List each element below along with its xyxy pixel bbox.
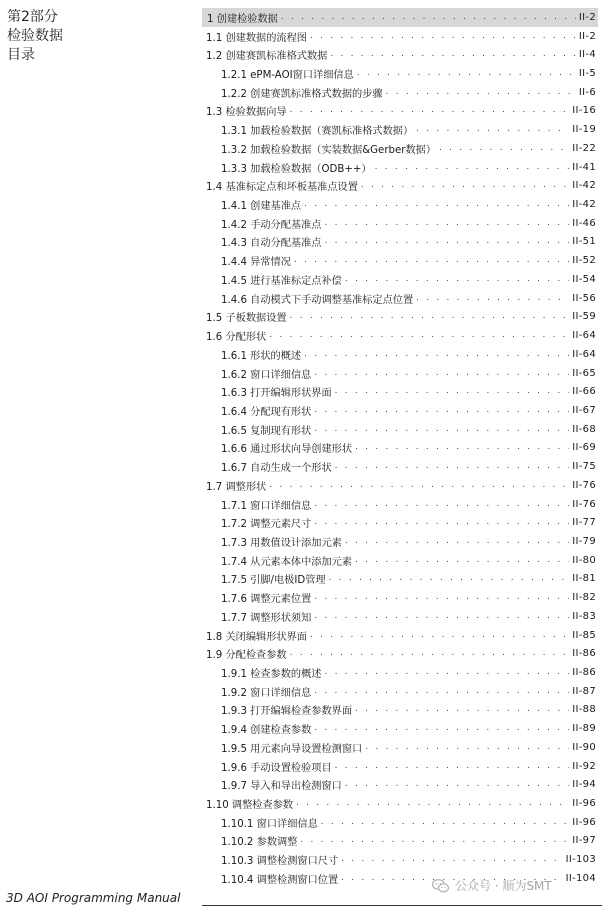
toc-entry-label: 1.10.1 窗口详细信息 [221, 818, 318, 830]
toc-entry[interactable] [202, 626, 598, 645]
toc-dot-leader [294, 256, 569, 265]
toc-entry-page: II-66 [572, 386, 596, 398]
toc-entry[interactable] [202, 345, 598, 364]
toc-entry[interactable] [202, 476, 598, 495]
toc-entry[interactable] [202, 495, 598, 514]
toc-entry-page: II-90 [572, 741, 596, 753]
toc-entry[interactable] [202, 83, 598, 102]
toc-entry[interactable] [202, 102, 598, 121]
section-title [7, 8, 63, 65]
toc-entry-page: II-64 [572, 348, 596, 360]
toc-entry[interactable] [202, 663, 598, 682]
toc-entry-label: 1.1 创建数据的流程图 [206, 32, 307, 44]
toc-entry-label: 1.6.7 自动生成一个形状 [221, 463, 332, 475]
toc-dot-leader [329, 574, 570, 583]
toc-dot-leader [304, 350, 569, 359]
toc-dot-leader [304, 200, 569, 209]
toc-entry[interactable] [202, 420, 598, 439]
toc-entry-page: II-75 [572, 461, 596, 473]
toc-entry[interactable] [202, 233, 598, 252]
toc-entry-label: 1.6.6 通过形状向导创建形状 [221, 444, 353, 456]
toc-entry[interactable] [202, 738, 598, 757]
toc-dot-leader [335, 387, 570, 396]
toc-entry-label: 1.10.4 调整检测窗口位置 [221, 874, 339, 886]
toc-entry[interactable] [202, 570, 598, 589]
toc-entry-page: II-97 [572, 835, 596, 847]
toc-entry-label: 1.6.3 打开编辑形状界面 [221, 388, 332, 400]
toc-dot-leader [361, 181, 569, 190]
toc-entry-label: 1.9.2 窗口详细信息 [221, 687, 312, 699]
toc-entry[interactable] [202, 513, 598, 532]
toc-entry-label: 1.7.3 用数值设计添加元素 [221, 537, 342, 549]
toc-dot-leader [314, 406, 569, 415]
toc-entry-page: II-85 [572, 629, 596, 641]
toc-entry-page: II-42 [572, 199, 596, 211]
toc-entry-label: 1.7.7 调整形状须知 [221, 612, 312, 624]
toc-dot-leader [324, 219, 569, 228]
toc-entry-page: II-92 [572, 760, 596, 772]
toc-entry-label: 1.5 子板数据设置 [206, 313, 287, 325]
toc-entry[interactable] [202, 364, 598, 383]
toc-dot-leader [355, 705, 569, 714]
toc-dot-leader [345, 537, 569, 546]
toc-entry[interactable] [202, 270, 598, 289]
section-name: 检验数据 [7, 28, 63, 44]
toc-entry-page: II-54 [572, 273, 596, 285]
toc-entry[interactable] [202, 45, 598, 64]
toc-entry[interactable] [202, 8, 598, 27]
toc-entry-label: 1.7.6 调整元素位置 [221, 594, 312, 606]
toc-entry[interactable] [202, 326, 598, 345]
toc-entry-page: II-19 [572, 124, 596, 136]
toc-dot-leader [386, 88, 576, 97]
toc-entry[interactable] [202, 214, 598, 233]
toc-dot-leader [416, 294, 569, 303]
toc-entry-page: II-46 [572, 217, 596, 229]
toc-dot-leader [314, 518, 569, 527]
toc-entry-label: 1.10.3 调整检测窗口尺寸 [221, 856, 339, 868]
footer-divider [202, 905, 602, 906]
toc-dot-leader [341, 855, 562, 864]
toc-dot-leader [365, 743, 569, 752]
toc-dot-leader [290, 649, 570, 658]
toc-entry-label: 1.4.2 手动分配基准点 [221, 219, 322, 231]
toc-dot-leader [357, 69, 576, 78]
toc-entry-page: II-89 [572, 723, 596, 735]
toc-entry[interactable] [202, 439, 598, 458]
toc-dot-leader [290, 106, 570, 115]
toc-entry-label: 1.3.1 加载检验数据（赛凯标准格式数据） [221, 126, 414, 138]
toc-entry-page: II-88 [572, 704, 596, 716]
toc-dot-leader [314, 593, 569, 602]
toc-entry-page: II-68 [572, 423, 596, 435]
toc-entry[interactable] [202, 701, 598, 720]
toc-entry-page: II-2 [578, 11, 596, 23]
toc-entry[interactable] [202, 251, 598, 270]
toc-entry-label: 1.6.2 窗口详细信息 [221, 369, 312, 381]
toc-entry-page: II-86 [572, 648, 596, 660]
toc-dot-leader [355, 443, 569, 452]
toc-dot-leader [314, 687, 569, 696]
toc-entry-page: II-104 [565, 872, 596, 884]
toc-dot-leader [335, 762, 570, 771]
toc-entry[interactable] [202, 794, 598, 813]
toc-entry-label: 1.9.4 创建检查参数 [221, 725, 312, 737]
section-number: 第2部分 [7, 9, 58, 25]
toc-entry[interactable] [202, 195, 598, 214]
toc-entry-page: II-22 [572, 142, 596, 154]
toc-entry[interactable] [202, 308, 598, 327]
toc-entry[interactable] [202, 139, 598, 158]
toc-entry-label: 1.9.7 导入和导出检测窗口 [221, 781, 342, 793]
toc-entry-label: 1.7.1 窗口详细信息 [221, 500, 312, 512]
toc-dot-leader [290, 312, 570, 321]
toc-entry-page: II-52 [572, 255, 596, 267]
toc-entry[interactable] [202, 813, 598, 832]
toc-entry-page: II-76 [572, 479, 596, 491]
toc-entry-label: 1.4.4 异常情况 [221, 257, 291, 269]
toc-entry-label: 1.4.6 自动模式下手动调整基准标定点位置 [221, 294, 414, 306]
toc-dot-leader [296, 799, 569, 808]
table-of-contents [202, 8, 598, 888]
toc-dot-leader [321, 818, 569, 827]
toc-dot-leader [269, 331, 569, 340]
toc-entry-label: 1.7 调整形状 [206, 481, 267, 493]
toc-dot-leader [330, 50, 576, 59]
toc-entry-label: 1.6 分配形状 [206, 332, 267, 344]
toc-entry-label: 1.10 调整检查参数 [206, 800, 294, 812]
toc-entry-label: 1.7.5 引脚/电极ID管理 [221, 575, 326, 587]
toc-entry-page: II-94 [572, 779, 596, 791]
toc-entry[interactable] [202, 27, 598, 46]
toc-entry[interactable] [202, 607, 598, 626]
watermark-text: 公众号 · 顺为SMT [455, 879, 552, 893]
toc-entry-page: II-81 [572, 573, 596, 585]
toc-entry[interactable] [202, 457, 598, 476]
toc-entry-page: II-65 [572, 367, 596, 379]
toc-entry[interactable] [202, 588, 598, 607]
toc-entry-page: II-16 [572, 105, 596, 117]
toc-entry-label: 1.7.2 调整元素尺寸 [221, 519, 312, 531]
toc-entry-page: II-87 [572, 685, 596, 697]
toc-entry-label: 1.3 检验数据向导 [206, 107, 287, 119]
toc-dot-leader [355, 556, 569, 565]
toc-entry-page: II-67 [572, 404, 596, 416]
toc-entry-label: 1.9.5 用元素向导设置检测窗口 [221, 743, 363, 755]
toc-dot-leader [300, 836, 569, 845]
toc-entry[interactable] [202, 289, 598, 308]
toc-entry-page: II-64 [572, 330, 596, 342]
manual-title: 3D AOI Programming Manual [6, 891, 181, 905]
toc-entry-label: 1.2.2 创建赛凯标准格式数据的步骤 [221, 88, 383, 100]
wechat-icon [432, 879, 449, 893]
toc-dot-leader [324, 237, 569, 246]
toc-entry-page: II-69 [572, 442, 596, 454]
toc-dot-leader [314, 724, 569, 733]
toc-entry-page: II-42 [572, 180, 596, 192]
toc-entry-label: 1.9.6 手动设置检验项目 [221, 762, 332, 774]
toc-dot-leader [375, 163, 570, 172]
toc-entry-page: II-82 [572, 592, 596, 604]
toc-dot-leader [314, 500, 569, 509]
toc-dot-leader [345, 275, 569, 284]
toc-entry-page: II-6 [578, 86, 596, 98]
toc-entry-page: II-56 [572, 292, 596, 304]
toc-entry[interactable] [202, 644, 598, 663]
toc-entry[interactable] [202, 176, 598, 195]
toc-entry[interactable] [202, 401, 598, 420]
toc-entry-label: 1.7.4 从元素本体中添加元素 [221, 556, 353, 568]
toc-entry[interactable] [202, 532, 598, 551]
toc-entry[interactable] [202, 120, 598, 139]
toc-dot-leader [345, 780, 569, 789]
toc-dot-leader [314, 425, 569, 434]
toc-dot-leader [269, 481, 569, 490]
toc-dot-leader [314, 612, 569, 621]
toc-entry-label: 1.10.2 参数调整 [221, 837, 298, 849]
toc-entry-page: II-79 [572, 535, 596, 547]
toc-dot-leader [281, 13, 576, 22]
toc-entry[interactable] [202, 832, 598, 851]
toc-entry[interactable] [202, 158, 598, 177]
toc-dot-leader [324, 668, 569, 677]
toc-dot-leader [439, 144, 569, 153]
toc-entry-label: 1 创建检验数据 [207, 13, 278, 25]
toc-entry-page: II-51 [572, 236, 596, 248]
toc-dot-leader [314, 369, 569, 378]
toc-entry-page: II-4 [578, 49, 596, 61]
toc-entry-label: 1.6.4 分配现有形状 [221, 406, 312, 418]
toc-entry-label: 1.8 关闭编辑形状界面 [206, 631, 307, 643]
toc-entry-page: II-59 [572, 311, 596, 323]
toc-entry-page: II-80 [572, 554, 596, 566]
toc-entry-label: 1.3.3 加载检验数据（ODB++） [221, 163, 372, 175]
toc-dot-leader [310, 32, 576, 41]
toc-entry-page: II-96 [572, 816, 596, 828]
toc-entry-page: II-2 [578, 30, 596, 42]
toc-entry[interactable] [202, 682, 598, 701]
toc-entry[interactable] [202, 719, 598, 738]
toc-entry-label: 1.2.1 ePM-AOI窗口详细信息 [221, 70, 354, 82]
toc-dot-leader [310, 631, 569, 640]
toc-entry-label: 1.9 分配检查参数 [206, 650, 287, 662]
toc-entry[interactable] [202, 775, 598, 794]
toc-entry-page: II-41 [572, 161, 596, 173]
toc-dot-leader [335, 462, 570, 471]
toc-entry-page: II-103 [565, 854, 596, 866]
toc-entry-label: 1.6.5 复制现有形状 [221, 425, 312, 437]
toc-entry-label: 1.4.5 进行基准标定点补偿 [221, 275, 342, 287]
toc-dot-leader [416, 125, 569, 134]
toc-entry[interactable] [202, 64, 598, 83]
toc-entry-page: II-96 [572, 798, 596, 810]
toc-entry-page: II-86 [572, 667, 596, 679]
toc-entry[interactable] [202, 382, 598, 401]
toc-entry-page: II-76 [572, 498, 596, 510]
watermark [432, 877, 552, 894]
toc-entry[interactable] [202, 551, 598, 570]
toc-entry-label: 1.6.1 形状的概述 [221, 350, 302, 362]
toc-entry-label: 1.2 创建赛凯标准格式数据 [206, 51, 328, 63]
toc-entry[interactable] [202, 757, 598, 776]
toc-entry-page: II-77 [572, 517, 596, 529]
toc-entry-label: 1.9.3 打开编辑检查参数界面 [221, 706, 353, 718]
toc-entry-label: 1.4 基准标定点和坏板基准点设置 [206, 182, 358, 194]
toc-entry-label: 1.4.3 自动分配基准点 [221, 238, 322, 250]
toc-entry-page: II-5 [578, 68, 596, 80]
toc-entry-label: 1.3.2 加载检验数据（实装数据&Gerber数据） [221, 144, 437, 156]
toc-heading: 目录 [7, 47, 35, 63]
toc-entry-page: II-83 [572, 610, 596, 622]
toc-entry-label: 1.4.1 创建基准点 [221, 201, 302, 213]
toc-entry[interactable] [202, 850, 598, 869]
toc-entry-label: 1.9.1 检查参数的概述 [221, 669, 322, 681]
